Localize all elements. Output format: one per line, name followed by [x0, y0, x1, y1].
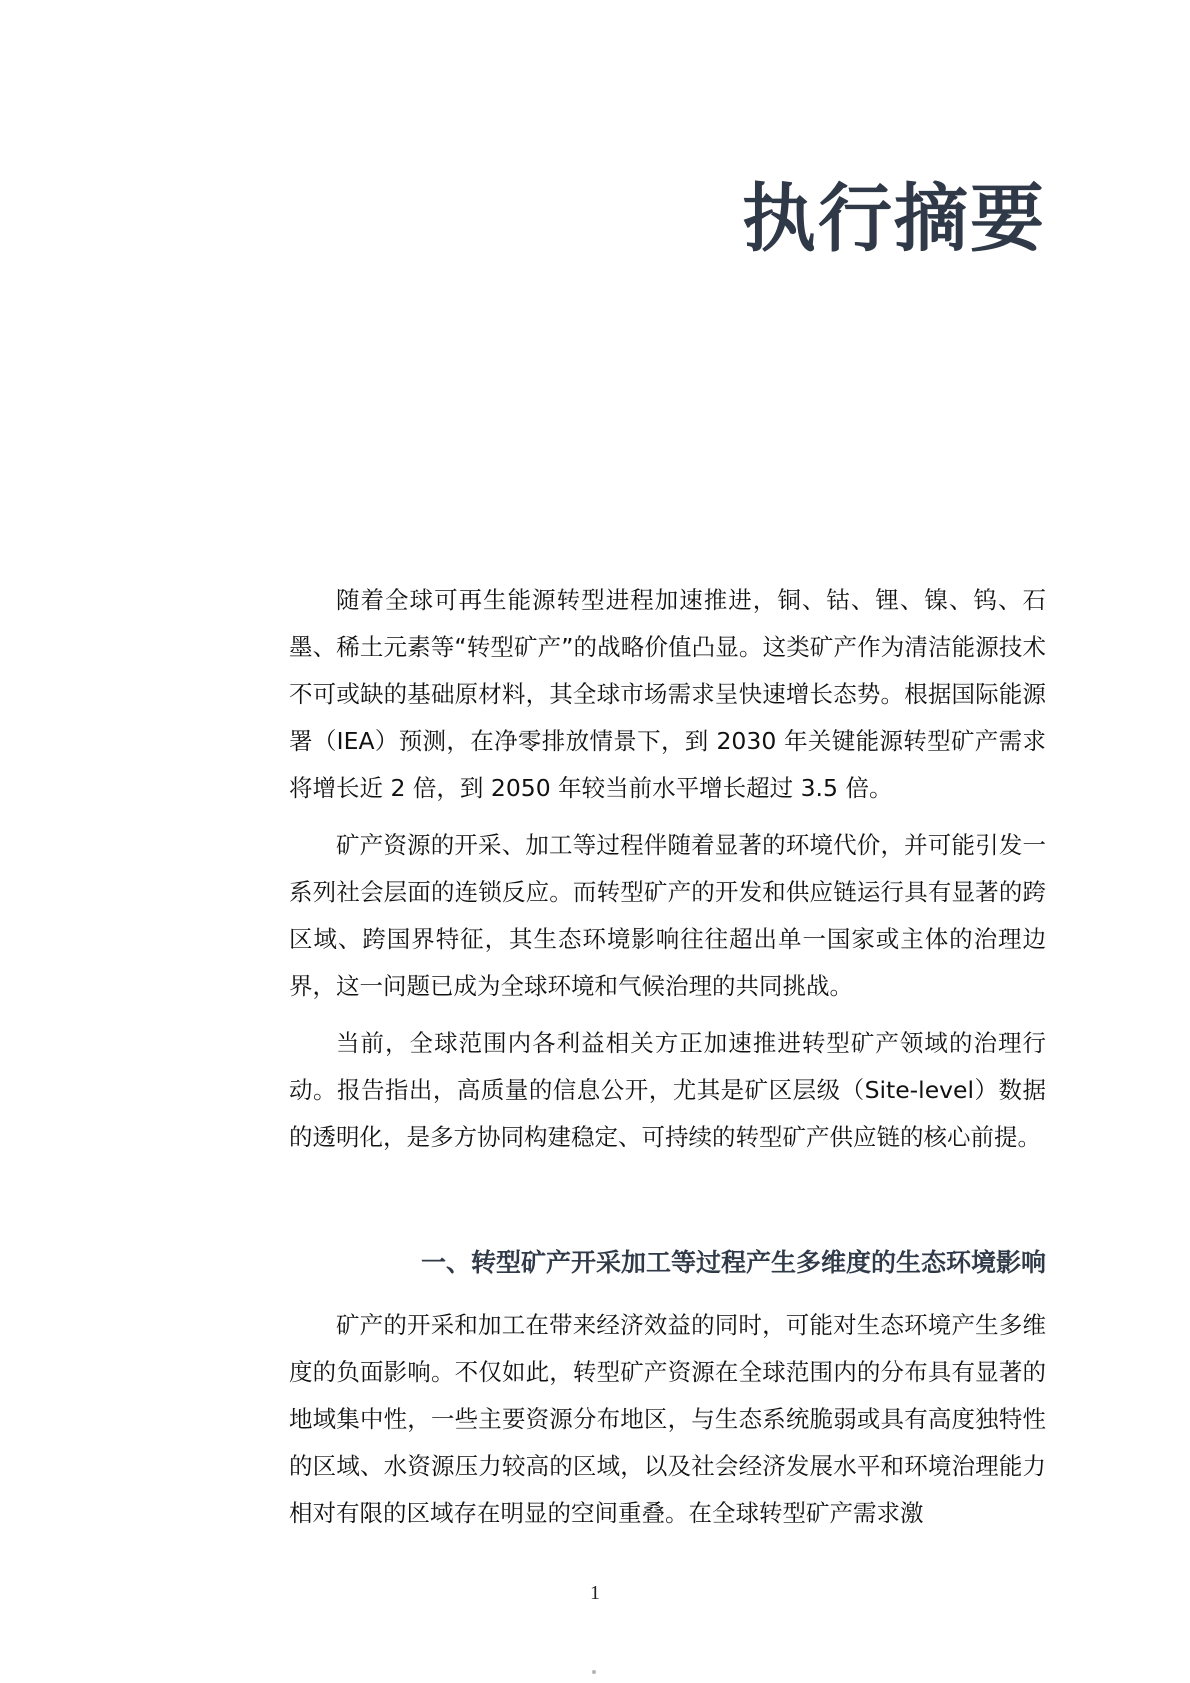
intro-paragraph-1: 随着全球可再生能源转型进程加速推进，铜、钴、锂、镍、钨、石墨、稀土元素等“转型矿产”的战略价值凸显。这类矿产作为清洁能源技术不可或缺的基础原材料，其全球市场需求呈快速增长态势。根据国际能源署（IEA）预测，在净零排放情景下，到 2030 年关键能源转型矿产需求将增长近 2 倍，到 2050 年较当前水平增长超过 3.5 倍。: [289, 586, 1046, 802]
intro-section: [289, 577, 1046, 1161]
section-paragraph: 矿产的开采和加工在带来经济效益的同时，可能对生态环境产生多维度的负面影响。不仅如此，转型矿产资源在全球范围内的分布具有显著的地域集中性，一些主要资源分布地区，与生态系统脆弱或具有高度独特性的区域、水资源压力较高的区域，以及社会经济发展水平和环境治理能力相对有限的区域存在明显的空间重叠。在全球转型矿产需求激: [289, 1311, 1046, 1527]
intro-paragraph-2: 矿产资源的开采、加工等过程伴随着显著的环境代价，并可能引发一系列社会层面的连锁反应。而转型矿产的开发和供应链运行具有显著的跨区域、跨国界特征，其生态环境影响往往超出单一国家或主体的治理边界，这一问题已成为全球环境和气候治理的共同挑战。: [289, 831, 1046, 1000]
intro-paragraph-3: 当前，全球范围内各利益相关方正加速推进转型矿产领域的治理行动。报告指出，高质量的信息公开，尤其是矿区层级（Site-level）数据的透明化，是多方协同构建稳定、可持续的转型矿产供应链的核心前提。: [289, 1029, 1046, 1151]
section-body: [289, 1302, 1046, 1537]
page-title: 执行摘要: [742, 176, 1046, 262]
section-heading: 一、转型矿产开采加工等过程产生多维度的生态环境影响: [420, 1248, 1046, 1277]
scroll-dot-indicator: [592, 1670, 596, 1674]
page-number: 1: [590, 1582, 600, 1604]
